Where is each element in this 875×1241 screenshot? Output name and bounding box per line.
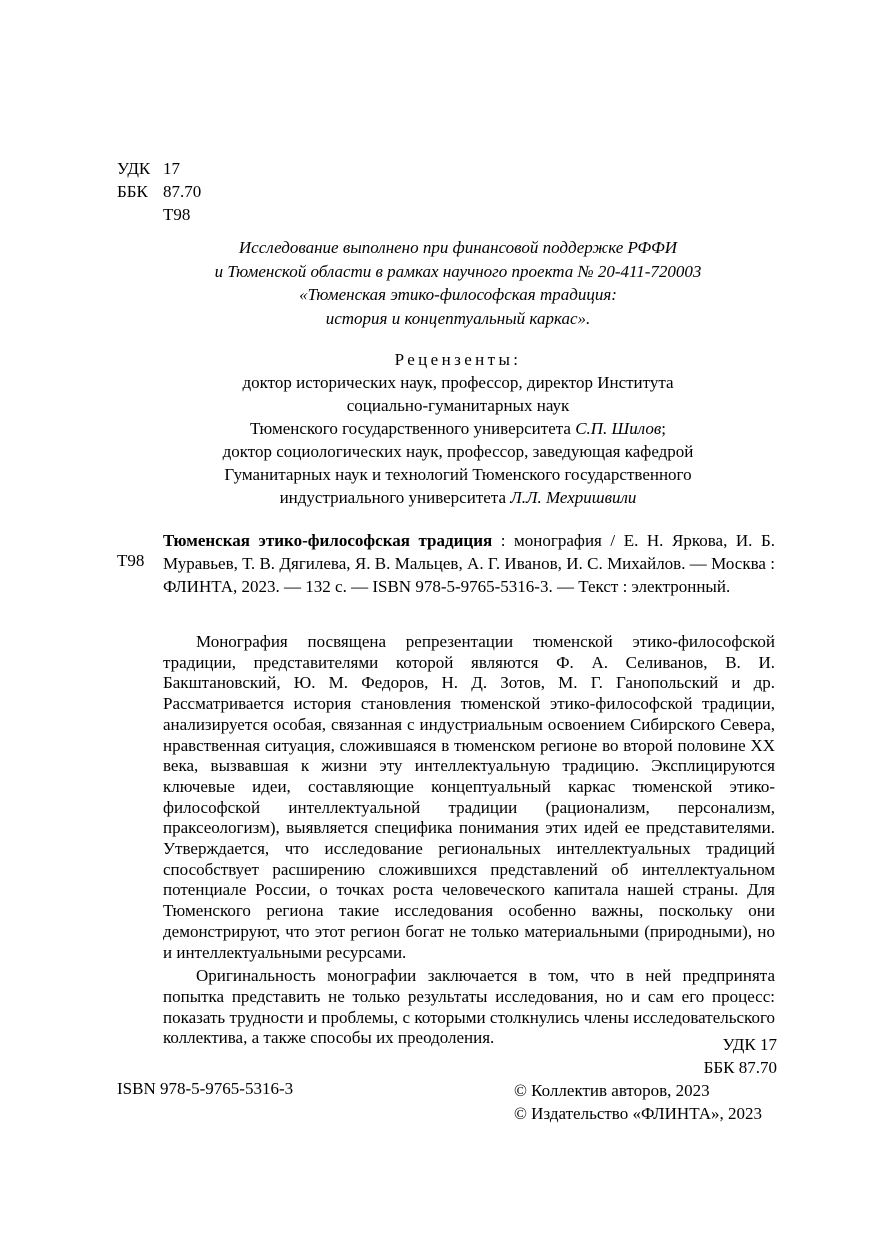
bottom-classification-codes [704, 1033, 777, 1079]
reviewer-line-3: Тюменского государственного университета С.П. Шилов; [249, 419, 667, 438]
udk-value: 17 [163, 159, 180, 178]
bottom-udk: УДК 17 [722, 1035, 777, 1054]
copyright-publisher: © Издательство «ФЛИНТА», 2023 [514, 1104, 763, 1123]
biblio-details: : монография / Е. Н. Яркова, И. Б. Муравьев, Т. В. Дягилева, Я. В. Мальцев, А. Г. Иванов, И. С. Михайлов. — Москва : ФЛИНТА, 2023. — 132 с. — ISBN 978-5-9765-5316-3. — Текст : электронный. [163, 531, 776, 596]
grant-line-1: Исследование выполнено при финансовой поддержке РФФИ [238, 238, 678, 257]
copyright-authors: © Коллектив авторов, 2023 [514, 1081, 710, 1100]
udk-row [117, 157, 201, 180]
classification-codes [117, 157, 201, 226]
bbk-row [117, 180, 201, 203]
grant-line-4: история и концептуальный каркас». [325, 308, 591, 328]
reviewer-line-1: доктор исторических наук, профессор, директор Института [242, 373, 674, 392]
book-title: Тюменская этико-философская традиция [163, 531, 493, 550]
udk-label: УДК [117, 159, 151, 178]
reviewer-line-5: Гуманитарных наук и технологий Тюменского государственного [224, 465, 692, 484]
abstract [163, 632, 775, 1049]
reviewer-line-4: доктор социологических наук, профессор, заведующая кафедрой [222, 442, 694, 461]
reviewer-line-6: индустриального университета Л.Л. Мехришвили [279, 488, 637, 507]
reviewer-name-1: С.П. Шилов [575, 419, 662, 438]
abstract-paragraph-1: Монография посвящена репрезентации тюменской этико-философской традиции, представителями которой являются Ф. А. Селиванов, В. И. Бакштановский, Ю. М. Федоров, Н. Д. Зотов, М. Г. Ганопольский и др. Рассматривается история становления тюменской этико-философской традиции, анализируется особая, связанная с индустриальным освоением Сибирского Севера, нравственная ситуация, сложившаяся в тюменском регионе во второй половине XX века, вызвавшая к жизни эту интеллектуальную традицию. Эксплицируются ключевые идеи, составляющие концептуальный каркас тюменской этико-философской интеллектуальной традиции (рационализм, персонализм, праксеологизм), выявляется специфика понимания этих идей ее представителями. Утверждается, что исследование региональных интеллектуальных традиций способствует расширению сложившихся представлений об интеллектуальном потенциале России, о точках роста человеческого капитала нашей страны. Для Тюменского региона такие исследования особенно важны, поскольку они демонстрируют, что этот регион богат не только материальными (природными), но и интеллектуальными ресурсами. [163, 632, 775, 962]
author-mark: Т98 [163, 205, 191, 224]
grant-line-3: «Тюменская этико-философская традиция: [299, 285, 617, 304]
bottom-bbk: ББК 87.70 [703, 1058, 777, 1077]
grant-line-2: и Тюменской области в рамках научного проекта № 20-411-720003 [214, 261, 702, 281]
isbn: ISBN 978-5-9765-5316-3 [117, 1079, 294, 1098]
abstract-paragraph-2: Оригинальность монографии заключается в том, что в ней предпринята попытка представить не только результаты исследования, но и сам его процесс: показать трудности и проблемы, с которыми столкнулись члены исследовательского коллектива, а также способы их преодоления. [163, 966, 775, 1048]
bibliographic-record [163, 529, 775, 598]
reviewers-block [118, 348, 798, 509]
biblio-author-mark: Т98 [117, 551, 145, 570]
reviewers-heading: Рецензенты: [394, 350, 522, 369]
grant-note [118, 236, 798, 330]
reviewer-line-2: социально-гуманитарных наук [346, 396, 570, 415]
bbk-label: ББК [117, 182, 148, 201]
reviewer-name-2: Л.Л. Мехришвили [510, 488, 637, 507]
author-mark-row [117, 203, 201, 226]
bbk-value: 87.70 [163, 182, 202, 201]
copyright-block [514, 1079, 762, 1125]
